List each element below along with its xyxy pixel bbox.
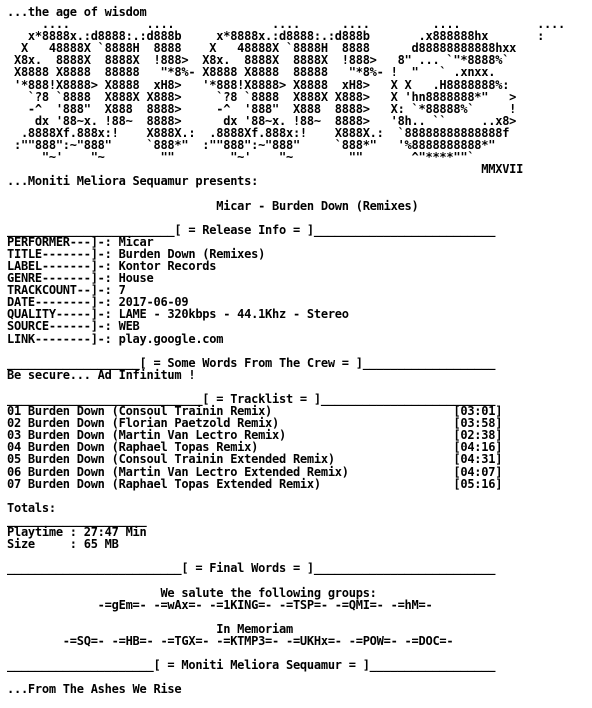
nfo-line: -=gEm=- -=wAx=- -=1KING=- -=TSP=- -=QMI=- -=hM=- — [7, 597, 433, 612]
nfo-line: dx '88~x. !88~ 8888> dx '88~x. !88~ 8888> '8h.. `` ..x8> — [7, 113, 517, 128]
nfo-line: :""888":~"888" `888*" :""888":~"888" `888*" '%8888888888*" — [7, 138, 496, 153]
nfo-line — [7, 490, 592, 502]
nfo-line: QUALITY-----]-: LAME - 320kbps - 44.1Khz - Stereo — [7, 307, 349, 322]
nfo-line: Size : 65 MB — [7, 537, 119, 552]
nfo-line: _________________________[ = Final Words = ]__________________________ — [7, 561, 496, 576]
nfo-line: ...the age of wisdom — [7, 5, 147, 19]
nfo-line: X8888 X8888 88888 "*8%- X8888 X8888 88888 "*8%- ! " ` .xnxx. — [7, 65, 496, 80]
nfo-line: ...Moniti Meliora Sequamur presents: — [7, 174, 259, 189]
nfo-line: DATE--------]-: 2017-06-09 — [7, 295, 189, 310]
nfo-line: _____________________[ = Moniti Meliora Sequamur = ]__________________ — [7, 658, 496, 673]
nfo-line: X8x. 8888X 8888X !888> X8x. 8888X 8888X !888> 8" ... `"*8888%` — [7, 53, 510, 68]
nfo-line: ____________________________[ = Tracklist = ]_________________________ — [7, 392, 496, 406]
nfo-line: LABEL-------]-: Kontor Records — [7, 258, 217, 273]
nfo-line: 05 Burden Down (Consoul Trainin Extended Remix) [04:31] — [7, 452, 503, 467]
nfo-line: ________________________[ = Release Info = ]__________________________ — [7, 222, 496, 237]
nfo-line: 06 Burden Down (Martin Van Lectro Extended Remix) [04:07] — [7, 464, 503, 479]
nfo-line: SOURCE------]-: WEB — [7, 319, 140, 334]
nfo-line: 01 Burden Down (Consoul Trainin Remix) [03:01] — [7, 404, 503, 419]
nfo-line: -=SQ=- -=HB=- -=TGX=- -=KTMP3=- -=UKHx=- -=POW=- -=DOC=- — [7, 633, 454, 648]
nfo-line: .... .... .... .... .... .... — [7, 17, 565, 32]
nfo-line: ...From The Ashes We Rise — [7, 682, 182, 697]
nfo-line: X 48888X `8888H 8888 X 48888X `8888H 8888 d88888888888hxx — [7, 41, 517, 56]
nfo-line: -^ '888" X888 8888> -^ '888" X888 8888> X: `*88888%` ! — [7, 101, 517, 116]
nfo-line: LINK--------]-: play.google.com — [7, 331, 224, 346]
nfo-line — [7, 574, 592, 586]
nfo-line: TITLE-------]-: Burden Down (Remixes) — [7, 246, 266, 261]
nfo-line: Playtime : 27:47 Min — [7, 525, 147, 540]
nfo-line: Be secure... Ad Infinitum ! — [7, 367, 196, 382]
nfo-line: "~' "~ "" "~' "~ "" ^"****""` — [7, 150, 475, 165]
nfo-line: Micar - Burden Down (Remixes) — [7, 198, 419, 213]
nfo-line: 03 Burden Down (Martin Van Lectro Remix) [02:38] — [7, 428, 503, 443]
nfo-line: Totals: — [7, 500, 56, 515]
nfo-line — [7, 345, 592, 357]
nfo-line: 07 Burden Down (Raphael Topas Extended Remix) [05:16] — [7, 476, 503, 491]
nfo-line: ____________________ — [7, 512, 147, 527]
nfo-line — [7, 212, 592, 224]
nfo-line: .8888Xf.888x:! X888X.: .8888Xf.888x:! X888X.: `88888888888888f — [7, 125, 510, 140]
nfo-line — [7, 611, 592, 623]
nfo-line: MMXVII — [7, 162, 524, 177]
nfo-line: GENRE-------]-: House — [7, 271, 154, 286]
nfo-line: `?8 `8888 X888X X888> `?8 `8888 X888X X888> X 'hn8888888*" > — [7, 89, 517, 104]
nfo-line: TRACKCOUNT--]-: 7 — [7, 283, 126, 298]
nfo-line: x*8888x.:d8888:.:d888b x*8888x.:d8888:.:d888b .x888888hx : — [7, 29, 545, 44]
nfo-line: PERFORMER---]-: Micar — [7, 234, 154, 249]
nfo-line — [7, 187, 592, 199]
nfo-line: '*888!X8888> X8888 xH8> '*888!X8888> X8888 xH8> X X .H8888888%: — [7, 77, 510, 92]
nfo-line: ___________________[ = Some Words From The Crew = ]___________________ — [7, 355, 496, 370]
nfo-line: 02 Burden Down (Florian Paetzold Remix) [03:58] — [7, 416, 503, 431]
nfo-line: In Memoriam — [7, 621, 293, 636]
nfo-line: We salute the following groups: — [7, 585, 377, 600]
nfo-line: 04 Burden Down (Raphael Topas Remix) [04:16] — [7, 440, 503, 455]
